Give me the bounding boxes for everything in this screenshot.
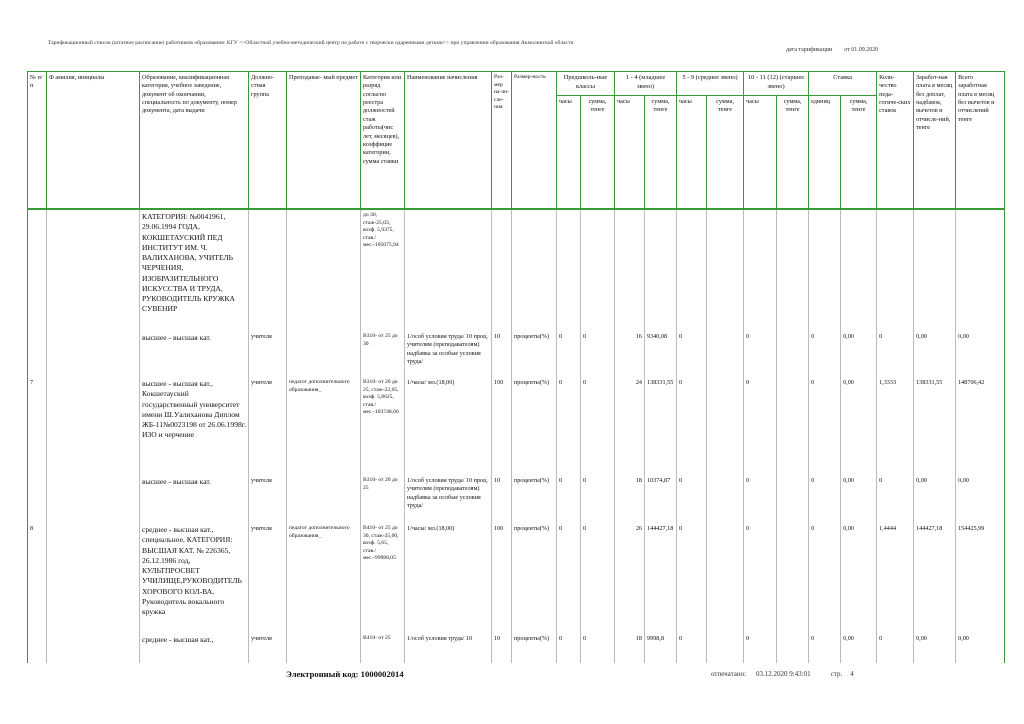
cell-rate-u: 0: [809, 475, 841, 523]
cell-g14-h: 18: [615, 633, 645, 663]
cell-group: учителя: [249, 475, 287, 523]
electronic-code-value: 1000002014: [360, 669, 404, 679]
cell-dim: проценты(%): [512, 377, 557, 475]
tariff-date-label: дата тарификации: [786, 47, 833, 53]
cell-g1011-h: 0: [744, 331, 777, 377]
cell-group: учителя: [249, 377, 287, 475]
cell-g1011-h: 0: [744, 523, 777, 633]
cell-name: [47, 523, 140, 633]
cell-g1011-s: [777, 475, 809, 523]
cell-num: [28, 209, 47, 331]
cell-education: среднее - высшая кат.,: [140, 633, 249, 663]
col-rate: Ставка: [809, 72, 877, 96]
col-preschool: Предшколь-ные классы: [557, 72, 615, 96]
cell-pre-s: 0: [581, 475, 615, 523]
cell-sal: 138331,55: [914, 377, 956, 475]
cell-g1011-h: 0: [744, 633, 777, 663]
cell-g59-h: 0: [677, 633, 707, 663]
cell-g1011-s: [777, 633, 809, 663]
cell-total: 0,00: [956, 633, 1005, 663]
cell-dim: проценты(%): [512, 633, 557, 663]
cell-subject: [287, 331, 361, 377]
col-education: Образование, квалификационная категория, учебное заведение, документ об окончании, специальность по документу, номер документа, дата выдачи: [140, 72, 249, 210]
cell-education: среднее - высшая кат., специальное, КАТЕГОРИЯ: ВЫСШАЯ КАТ. № 226365, 26.12.1986 год, КУЛЬТПРОСВЕТ УЧИЛИЩЕ,РУКОВОДИТЕЛЬ ХОРОВОГО КОЛ-ВА, Руководитель вокального кружка: [140, 523, 249, 633]
cell-accrual: [405, 209, 492, 331]
document-title: Тарификационный список (штатное расписание) работников образования: КГУ <<Областной учебно-методический центр по работе с творчески одаренными детьми>> при управлении образования Акмолинской области: [48, 40, 574, 46]
cell-g1011-s: [777, 209, 809, 331]
cell-name: [47, 475, 140, 523]
cell-rate-s: 0,00: [841, 523, 877, 633]
cell-g59-s: [707, 633, 744, 663]
cell-size: 10: [492, 633, 512, 663]
cell-g59-s: [707, 331, 744, 377]
cell-category: В410- от 25: [361, 633, 405, 663]
cell-g59-s: [707, 209, 744, 331]
table-row: [28, 633, 1005, 663]
cell-pre-s: 0: [581, 523, 615, 633]
cell-g59-s: [707, 523, 744, 633]
table-row: [28, 377, 1005, 475]
cell-education: КАТЕГОРИЯ: №0041961, 29.06.1994 ГОДА, КОКШЕТАУСКИЙ ПЕД ИНСТИТУТ ИМ. Ч. ВАЛИХАНОВА, УЧИТЕЛЬ ЧЕРЧЕНИЯ, ИЗОБРАЗИТЕЛЬНОГО ИСКУССТВА И ТРУДА, РУКОВОДИТЕЛЬ КРУЖКА СУВЕНИР: [140, 209, 249, 331]
cell-subject: [287, 633, 361, 663]
cell-g1011-h: [744, 209, 777, 331]
col-grades-5-9: 5 - 9 (среднее звено): [677, 72, 744, 96]
cell-g1011-h: 0: [744, 377, 777, 475]
table-row: [28, 331, 1005, 377]
cell-size: 100: [492, 377, 512, 475]
sub-pre-sum: сумма, тенге: [581, 96, 615, 210]
cell-ped: [877, 209, 914, 331]
col-ped-rates: Коли-чество педа-гогиче-ских ставок: [877, 72, 914, 210]
sub-g14-sum: сумма, тенге: [645, 96, 677, 210]
cell-subject: [287, 475, 361, 523]
cell-g14-h: 18: [615, 475, 645, 523]
cell-rate-s: 0,00: [841, 475, 877, 523]
cell-total: 0,00: [956, 475, 1005, 523]
cell-dim: проценты(%): [512, 475, 557, 523]
cell-total: [956, 209, 1005, 331]
cell-group: учителя: [249, 633, 287, 663]
cell-g14-h: 24: [615, 377, 645, 475]
cell-g59-s: [707, 377, 744, 475]
cell-sal: 144427,18: [914, 523, 956, 633]
cell-size: 10: [492, 475, 512, 523]
cell-dim: [512, 209, 557, 331]
cell-pre-h: 0: [557, 331, 581, 377]
cell-g1011-s: [777, 377, 809, 475]
cell-total: 0,00: [956, 331, 1005, 377]
col-num: № п/п: [28, 72, 47, 210]
cell-education: высшее - высшая кат.: [140, 475, 249, 523]
tariff-date-value: от 01.09.2020: [844, 47, 879, 53]
cell-rate-s: [841, 209, 877, 331]
cell-size: [492, 209, 512, 331]
cell-rate-u: [809, 209, 841, 331]
cell-total: 148706,42: [956, 377, 1005, 475]
cell-rate-s: 0,00: [841, 633, 877, 663]
cell-size: 100: [492, 523, 512, 633]
cell-subject: педагог дополнительного образования_: [287, 523, 361, 633]
col-salary-total: Всего заработная плата в месяц без вычетов и отчислений тенге: [956, 72, 1005, 210]
cell-g14-s: [645, 209, 677, 331]
cell-category: В310- от 25 до 30: [361, 331, 405, 377]
cell-pre-s: 0: [581, 377, 615, 475]
table-body: [28, 209, 1005, 663]
cell-num: [28, 475, 47, 523]
cell-g14-h: [615, 209, 645, 331]
cell-rate-u: 0: [809, 523, 841, 633]
cell-category: В310- от 20 до 25, стаж-22,05, коэф. 5,8625, став./мес.-103748,66: [361, 377, 405, 475]
cell-num: [28, 633, 47, 663]
cell-category: В410- от 25 до 30, стаж-25,00, коэф. 5,65, став./мес.-99988,05: [361, 523, 405, 633]
cell-accrual: 1/особ условия труда/ 10 проц. учителям (преподавателям) надбавка за особые условия труда/: [405, 331, 492, 377]
col-dimension: Размер-ность: [512, 72, 557, 210]
cell-name: [47, 331, 140, 377]
cell-ped: 1,4444: [877, 523, 914, 633]
cell-pre-h: [557, 209, 581, 331]
cell-sal: [914, 209, 956, 331]
cell-g14-h: 26: [615, 523, 645, 633]
cell-g59-h: 0: [677, 331, 707, 377]
cell-g59-s: [707, 475, 744, 523]
cell-rate-s: 0,00: [841, 331, 877, 377]
cell-num: 8: [28, 523, 47, 633]
cell-g14-s: 10374,87: [645, 475, 677, 523]
table-header: [28, 72, 1005, 210]
cell-g14-s: 9998,8: [645, 633, 677, 663]
cell-g1011-s: [777, 331, 809, 377]
sub-pre-hours: часы: [557, 96, 581, 210]
cell-rate-u: 0: [809, 331, 841, 377]
cell-name: [47, 377, 140, 475]
cell-group: учителя: [249, 331, 287, 377]
cell-g59-h: 0: [677, 377, 707, 475]
cell-pre-h: 0: [557, 523, 581, 633]
cell-g59-h: 0: [677, 523, 707, 633]
cell-education: высшее - высшая кат., Кокшетауский государственный университет имени Ш.Уалиханова Диплом ЖБ-11№0023198 от 26.06.1998г. ИЗО и черчение: [140, 377, 249, 475]
sub-g59-hours: часы: [677, 96, 707, 210]
cell-accrual: 1/часы/ мл.(18,00): [405, 523, 492, 633]
cell-education: высшее - высшая кат.: [140, 331, 249, 377]
cell-g14-s: 9340,08: [645, 331, 677, 377]
tariff-date: [786, 47, 878, 53]
cell-num: 7: [28, 377, 47, 475]
cell-ped: 0: [877, 475, 914, 523]
cell-g14-s: 144427,18: [645, 523, 677, 633]
page-label: стр.: [830, 670, 843, 678]
cell-pre-h: 0: [557, 633, 581, 663]
cell-pre-s: [581, 209, 615, 331]
cell-g1011-s: [777, 523, 809, 633]
col-grades-10-11: 10 - 11 (12) (старшее звено): [744, 72, 809, 96]
printed-label: отпечатано:: [711, 670, 747, 678]
cell-sal: 0,00: [914, 331, 956, 377]
cell-g1011-h: 0: [744, 475, 777, 523]
cell-rate-u: 0: [809, 377, 841, 475]
cell-sal: 0,00: [914, 475, 956, 523]
cell-size: 10: [492, 331, 512, 377]
col-position-group: Должно-стная группа: [249, 72, 287, 210]
table-row: [28, 209, 1005, 331]
table-row: [28, 523, 1005, 633]
cell-accrual: 1/особ условия труда/ 10 проц. учителям (преподавателям) надбавка за особые условия труда/: [405, 475, 492, 523]
cell-num: [28, 331, 47, 377]
cell-ped: 1,3333: [877, 377, 914, 475]
page-number: 4: [850, 670, 854, 678]
cell-g59-h: [677, 209, 707, 331]
cell-pre-h: 0: [557, 475, 581, 523]
cell-group: [249, 209, 287, 331]
col-category: Категория или разряд согласно реестра должностей стаж работы(чис лет, месяцев), коэффицие категории, сумма ставки: [361, 72, 405, 210]
cell-g14-s: 138331,55: [645, 377, 677, 475]
cell-name: [47, 633, 140, 663]
sub-g59-sum: сумма, тенге: [707, 96, 744, 210]
cell-g59-h: 0: [677, 475, 707, 523]
cell-pre-h: 0: [557, 377, 581, 475]
cell-total: 154425,99: [956, 523, 1005, 633]
table-row: [28, 475, 1005, 523]
sub-g1011-sum: сумма, тенге: [777, 96, 809, 210]
col-accrual-size: Раз-мер на-чи-сле-ния: [492, 72, 512, 210]
col-grades-1-4: 1 - 4 (младшее звено): [615, 72, 677, 96]
cell-pre-s: 0: [581, 331, 615, 377]
cell-ped: 0: [877, 633, 914, 663]
cell-rate-s: 0,00: [841, 377, 877, 475]
printed-value: 03.12.2020 9:43:01: [756, 670, 811, 678]
cell-rate-u: 0: [809, 633, 841, 663]
electronic-code: [286, 669, 404, 679]
col-accrual-name: Наименование начисления: [405, 72, 492, 210]
cell-dim: проценты(%): [512, 523, 557, 633]
tariff-table: [27, 71, 1005, 663]
cell-sal: 0,00: [914, 633, 956, 663]
cell-ped: 0: [877, 331, 914, 377]
sub-rate-sum: сумма, тенге: [841, 96, 877, 210]
cell-subject: педагог дополнительного образования_: [287, 377, 361, 475]
cell-subject: [287, 209, 361, 331]
cell-accrual: 1/часы/ мл.(18,00): [405, 377, 492, 475]
cell-category: В310- от 20 до 25: [361, 475, 405, 523]
sub-g1011-hours: часы: [744, 96, 777, 210]
cell-pre-s: 0: [581, 633, 615, 663]
cell-accrual: 1/особ условия труда/ 10: [405, 633, 492, 663]
cell-group: учителя: [249, 523, 287, 633]
col-salary-base: Заработ-ная плата в месяц без доплат, надбавок, вычетов и отчисле-ний, тенге: [914, 72, 956, 210]
col-name: Ф амилия, инициалы: [47, 72, 140, 210]
sub-g14-hours: часы: [615, 96, 645, 210]
sub-rate-units: единиц: [809, 96, 841, 210]
cell-name: [47, 209, 140, 331]
electronic-code-label: Электронный код:: [286, 669, 359, 679]
print-info: [711, 670, 854, 678]
cell-dim: проценты(%): [512, 331, 557, 377]
cell-category: до 30, стаж-25,03, коэф. 5,9375, став./мес.-105075,94: [361, 209, 405, 331]
col-subject: Преподавае- мый предмет: [287, 72, 361, 210]
cell-g14-h: 16: [615, 331, 645, 377]
